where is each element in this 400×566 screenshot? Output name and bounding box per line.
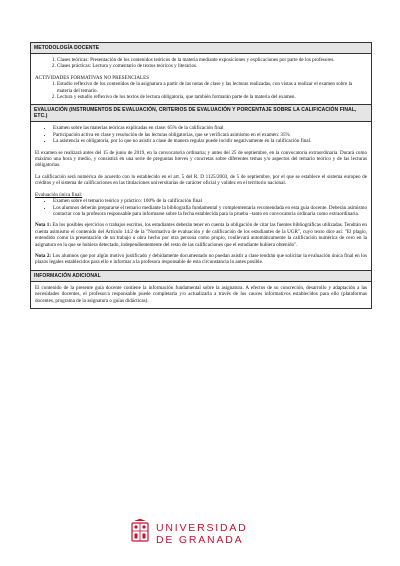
section-header-evaluacion: EVALUACIÓN (INSTRUMENTOS DE EVALUACIÓN, CRITERIOS DE EVALUACIÓN Y PORCENTAJE SOBRE LA CALIFICACIÓN FINAL, ETC.) xyxy=(31,105,371,122)
list-item: 2. Lectura y estudio reflexivo de los textos de lectura obligatoria, que también formarán parte de la materia del examen. xyxy=(57,94,367,100)
no-presenciales-title: ACTIVIDADES FORMATIVAS NO PRESENCIALES xyxy=(35,74,150,81)
metodologia-list xyxy=(35,57,367,70)
list-item: 1. Clases teóricas: Presentación de los contenidos teóricos de la materia mediante exposiciones y explicaciones por parte de los profesores. xyxy=(57,57,367,63)
examen-paragraph: El examen se realizará antes del 15 de junio de 2019, en la convocatoria ordinaria; y antes del 25 de septiembre, en la convocatoria extraordinaria. Durará como máximo una hora y medio, y consistirá en una serie de preguntas breves y concretas sobre diferentes temas y/o aspectos del temario teórico y de las lecturas obligatorias. xyxy=(35,149,367,169)
no-presenciales-list xyxy=(35,81,367,100)
list-item: • Examen sobre las materias teóricas explicadas en clase: 65% de la calificación final xyxy=(53,125,367,131)
nota-2-label: Nota 2: xyxy=(35,252,52,259)
nota-1-text: En los posibles ejercicios o trabajos escritos, los estudiantes deberán tener en cuenta la obligación de citar las fuentes bibliográficas utilizadas. Tendrán en cuenta asimismo el contenido del Artículo 14.2 de la "Normativa de evaluación y de calificación de los estudiantes de la UGR", cuyo texto dice así: "El plagio, entendido como la presentación de un trabajo u obra hecho por otra persona como propio, conllevará automáticamente la calificación numérica de cero en la asignatura en la que se hubiera detectado, independientemente del resto de las calificaciones que el estudiante hubiera obtenido". xyxy=(35,222,367,248)
nota-2 xyxy=(35,253,367,266)
nota-2-text: Los alumnos que por algún motivo justificado y debidamente documentado no puedan asistir a clase tendrán que solicitar la evaluación única final en los plazos legales establecidos para ello e informar a la profesora responsable de esta circunstancia lo antes posible. xyxy=(35,252,367,266)
nota-1-label: Nota 1: xyxy=(35,222,52,229)
nota-1 xyxy=(35,222,367,248)
evaluacion-bullets xyxy=(35,125,367,144)
evaluacion-unica-bullets xyxy=(35,198,367,217)
list-item: • Los alumnos deberán prepararse el temario mediante la bibliografía fundamental y complementaria recomendada en esta guía docente. Deberán asimismo contactar con la profesora responsable para informarse sobre la fecha establecida para la prueba –tanto en convocatoria ordinaria como extraordinaria. xyxy=(53,205,367,218)
guia-docente-page xyxy=(30,42,370,309)
list-item: • La asistencia es obligatoria, por lo que no asistir a clase de manera regular puede incidir negativamente en la calificación final. xyxy=(53,138,367,144)
guia-docente-table xyxy=(30,42,372,309)
section-header-info: INFORMACIÓN ADICIONAL xyxy=(31,271,371,282)
section-header-metodologia: METODOLOGÍA DOCENTE xyxy=(31,43,371,54)
calificacion-paragraph: La calificación será numérica de acuerdo con lo establecido en el art. 5 del R. D 1125/2003, de 5 de septiembre, por el que se establece el sistema europeo de créditos y el sistema de calificaciones en las titulaciones universitarias de carácter oficial y validez en el territorio nacional. xyxy=(35,173,367,187)
list-item: • Examen sobre el temario teórico y práctico: 100% de la calificación final xyxy=(53,198,367,204)
section-body-evaluacion xyxy=(31,122,371,270)
section-body-info xyxy=(31,282,371,308)
logo-text-line1: UNIVERSIDAD xyxy=(156,522,248,534)
list-item: • Participación activa en clase y resolución de las lecturas obligatorias, que se verificará asimismo en el examen: 35% xyxy=(53,132,367,138)
list-item: 1. Estudio reflexivo de los contenidos de la asignatura a partir de las notas de clase y las lecturas realizadas, con vistas a realizar el examen sobre la materia del temario. xyxy=(57,81,367,94)
logo-text-line2: DE GRANADA xyxy=(156,534,244,546)
list-item: 2. Clases prácticas: Lectura y comentario de textos teóricos y literarios. xyxy=(57,63,367,69)
evaluacion-unica-title: Evaluación única final: xyxy=(35,191,83,198)
coat-of-arms-icon xyxy=(130,518,150,544)
section-body-metodologia xyxy=(31,54,371,105)
university-logo xyxy=(130,518,290,548)
info-paragraph: El contenido de la presente guía docente contiene la información fundamental sobre la asignatura. A efectos de su concreción, desarrollo y adaptación a las necesidades docentes, el profesor/a responsable puede completarla y/o actualizarla a través de los cauces informativos establecidos para ello (plataformas docentes, programa de la asignatura o guías didácticas). xyxy=(35,284,367,304)
